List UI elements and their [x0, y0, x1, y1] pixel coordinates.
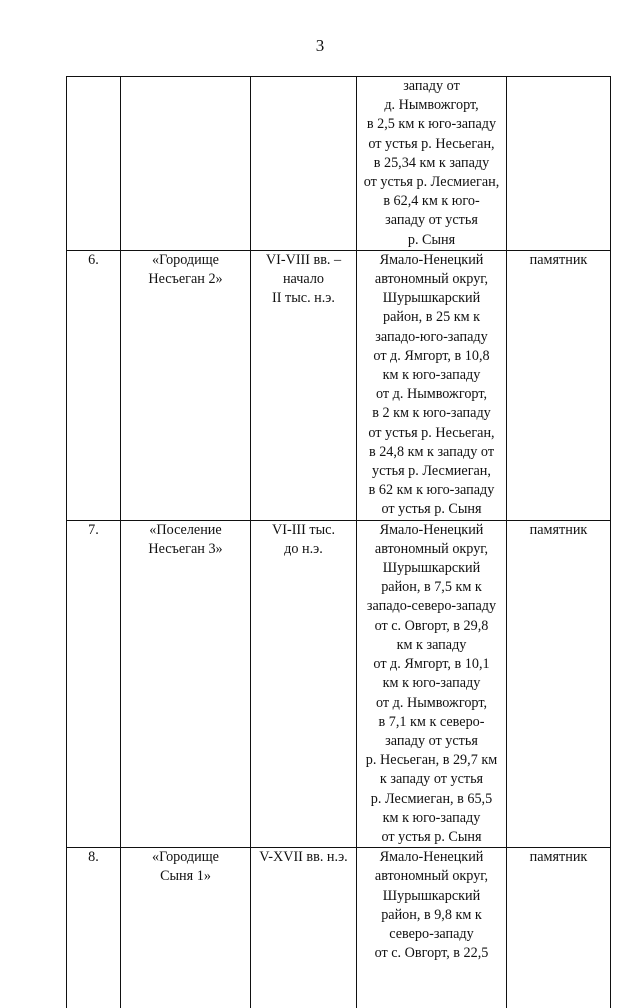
dating-cell [251, 77, 357, 251]
cell-text-line: от д. Ямгорт, в 10,1 [373, 656, 490, 673]
cell-text-line: Ямало-Ненецкий [379, 521, 484, 538]
category-cell [507, 848, 611, 1008]
table-row [67, 77, 611, 251]
category-cell [507, 250, 611, 520]
monument-name-cell [121, 77, 251, 251]
cell-text-line: от д. Нымвожгорт, [375, 694, 487, 711]
monument-name-cell [121, 520, 251, 847]
cell-text-line: в 2 км к юго-западу [372, 405, 491, 422]
monuments-table [66, 76, 611, 1008]
cell-text-line: памятник [529, 849, 588, 866]
table-row [67, 250, 611, 520]
dating-cell [251, 250, 357, 520]
cell-text-line: VI-VIII вв. – [265, 251, 342, 268]
cell-text-line: от устья р. Лесмиеган, [363, 174, 500, 191]
cell-text-line: памятник [529, 251, 588, 268]
cell-text-line: от с. Овгорт, в 22,5 [374, 945, 489, 962]
cell-text-line: Ямало-Ненецкий [379, 251, 484, 268]
cell-text-line: в 62 км к юго-западу [368, 482, 495, 499]
cell-text-line: в 24,8 км к западу от [368, 443, 495, 460]
cell-text-line: западо-северо-западу [366, 598, 497, 615]
row-number-cell [67, 848, 121, 1008]
cell-text-line: д. Нымвожгорт, [384, 97, 479, 114]
row-number-cell [67, 520, 121, 847]
cell-text-line: км к юго-западу [382, 367, 481, 384]
monument-name-cell [121, 848, 251, 1008]
cell-text-line: Шурышкарский [382, 290, 481, 307]
cell-text-line: р. Сыня [407, 231, 456, 248]
cell-text-line: северо-западу [389, 925, 474, 942]
cell-text-line: начало [282, 271, 325, 288]
cell-text-line: в 7,1 км к северо- [378, 713, 485, 730]
table-row [67, 848, 611, 1008]
cell-text-line: до н.э. [284, 540, 323, 557]
monument-name-cell [121, 250, 251, 520]
cell-text-line: VI-III тыс. [272, 521, 335, 538]
cell-text-line: II тыс. н.э. [272, 290, 335, 307]
cell-text-line: район, в 25 км к [382, 309, 481, 326]
cell-text-line: западу от устья [385, 212, 478, 229]
cell-text-line: от устья р. Сыня [381, 828, 482, 845]
cell-text-line: «Городище [152, 251, 219, 268]
cell-text-line: в 25,34 км к западу [373, 154, 490, 171]
cell-text-line: V-XVII вв. н.э. [259, 849, 348, 866]
cell-text-line: Шурышкарский [382, 560, 481, 577]
cell-text-line: км к юго-западу [382, 809, 481, 826]
row-number-cell [67, 250, 121, 520]
cell-text-line: р. Несьеган, в 29,7 км [365, 752, 498, 769]
cell-text-line: Ямало-Ненецкий [379, 849, 484, 866]
cell-text-line: устья р. Лесмиеган, [372, 463, 491, 480]
cell-text-line: от д. Ямгорт, в 10,8 [373, 347, 490, 364]
dating-cell [251, 848, 357, 1008]
cell-text-line: в 2,5 км к юго-западу [366, 116, 497, 133]
category-cell [507, 77, 611, 251]
cell-text-line: от с. Овгорт, в 29,8 [374, 617, 489, 634]
cell-text-line: западу от [403, 78, 460, 94]
location-cell [357, 77, 507, 251]
cell-text-line: от д. Нымвожгорт, [375, 386, 487, 403]
location-cell [357, 250, 507, 520]
dating-cell [251, 520, 357, 847]
cell-text-line: «Городище [152, 849, 219, 866]
cell-text-line: памятник [529, 521, 588, 538]
row-number-cell [67, 77, 121, 251]
cell-text-line: км к юго-западу [382, 675, 481, 692]
cell-text-line: автономный округ, [374, 271, 489, 288]
cell-text-line: Несъеган 3» [148, 540, 223, 557]
location-cell [357, 848, 507, 1008]
cell-text-line: от устья р. Сыня [381, 501, 482, 518]
cell-text-line: автономный округ, [374, 868, 489, 885]
cell-text-line: автономный округ, [374, 540, 489, 557]
cell-text-line: 7. [88, 521, 99, 538]
category-cell [507, 520, 611, 847]
cell-text-line: в 62,4 км к юго- [383, 193, 480, 210]
cell-text-line: западу от устья [385, 732, 478, 749]
cell-text-line: район, в 9,8 км к [381, 906, 482, 923]
cell-text-line: к западу от устья [379, 771, 484, 788]
cell-text-line: Шурышкарский [382, 887, 481, 904]
cell-text-line: км к западу [396, 636, 467, 653]
cell-text-line: район, в 7,5 км к [381, 579, 482, 596]
location-cell [357, 520, 507, 847]
cell-text-line: от устья р. Несьеган, [368, 135, 495, 152]
cell-text-line: Несъеган 2» [148, 271, 223, 288]
table-row [67, 520, 611, 847]
page-number: 3 [315, 36, 325, 55]
cell-text-line: западо-юго-западу [375, 328, 488, 345]
cell-text-line: 6. [88, 251, 99, 268]
cell-text-line: р. Лесмиеган, в 65,5 [370, 790, 493, 807]
cell-text-line: «Поселение [149, 521, 222, 538]
cell-text-line: от устья р. Несьеган, [368, 424, 495, 441]
cell-text-line: Сыня 1» [160, 868, 211, 885]
cell-text-line: 8. [88, 849, 99, 866]
